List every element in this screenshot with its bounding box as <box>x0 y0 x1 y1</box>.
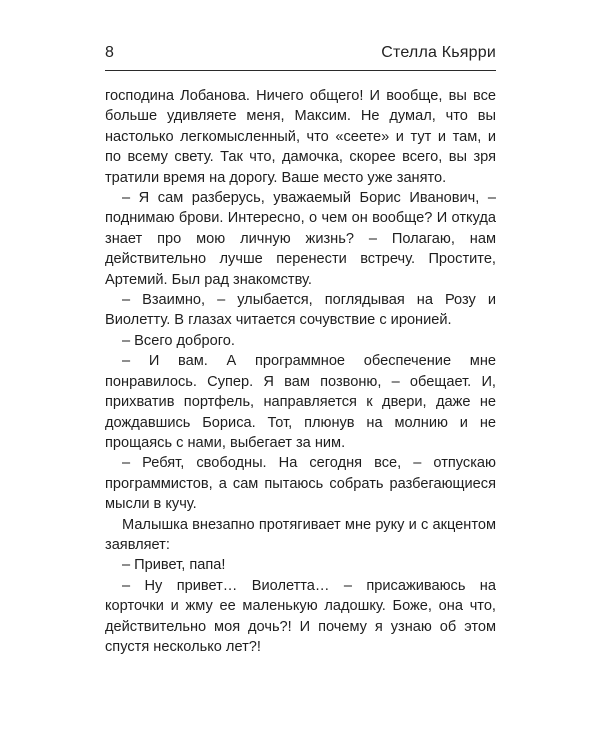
paragraph: – Всего доброго. <box>122 332 235 349</box>
paragraph: господина Лобанова. Ничего общего! И вообще, вы все больше удивляете меня, Максим. Не думал, что вы настолько легкомысленный, что «сеете» и тут и там, и по всему свету. Так что, дамочка, скорее всего, вы зря тратили время на дорогу. Ваше место уже занято. <box>105 88 496 186</box>
page-header <box>105 44 496 66</box>
page-number: 8 <box>105 44 114 61</box>
paragraph: – Ну привет… Виолетта… – присаживаюсь на корточки и жму ее маленькую ладошку. Боже, она что, действительно моя дочь?! И почему я узнаю об этом спустя несколько лет?! <box>105 577 496 655</box>
header-rule <box>105 70 496 71</box>
paragraph: – Ребят, свободны. На сегодня все, – отпускаю программистов, а сам пытаюсь собрать разбегающиеся мысли в кучу. <box>105 455 496 513</box>
paragraph: – И вам. А программное обеспечение мне понравилось. Супер. Я вам позвоню, – обещает. И, прихватив портфель, направляется к двери, даже не дождавшись Бориса. Тот, плюнув на молнию и не прощаясь с нами, выбегает за ним. <box>105 353 496 451</box>
paragraph: – Привет, папа! <box>122 557 226 574</box>
body-text <box>105 86 496 657</box>
paragraph: – Взаимно, – улыбается, поглядывая на Розу и Виолетту. В глазах читается сочувствие с иронией. <box>105 292 496 329</box>
paragraph: – Я сам разберусь, уважаемый Борис Иванович, – поднимаю брови. Интересно, о чем он вообще? И откуда знает про мою личную жизнь? – Полагаю, нам действительно лучше перенести встречу. Простите, Артемий. Был рад знакомству. <box>105 190 496 288</box>
running-title: Стелла Кьярри <box>381 44 496 61</box>
paragraph: Малышка внезапно протягивает мне руку и с акцентом заявляет: <box>105 516 496 553</box>
